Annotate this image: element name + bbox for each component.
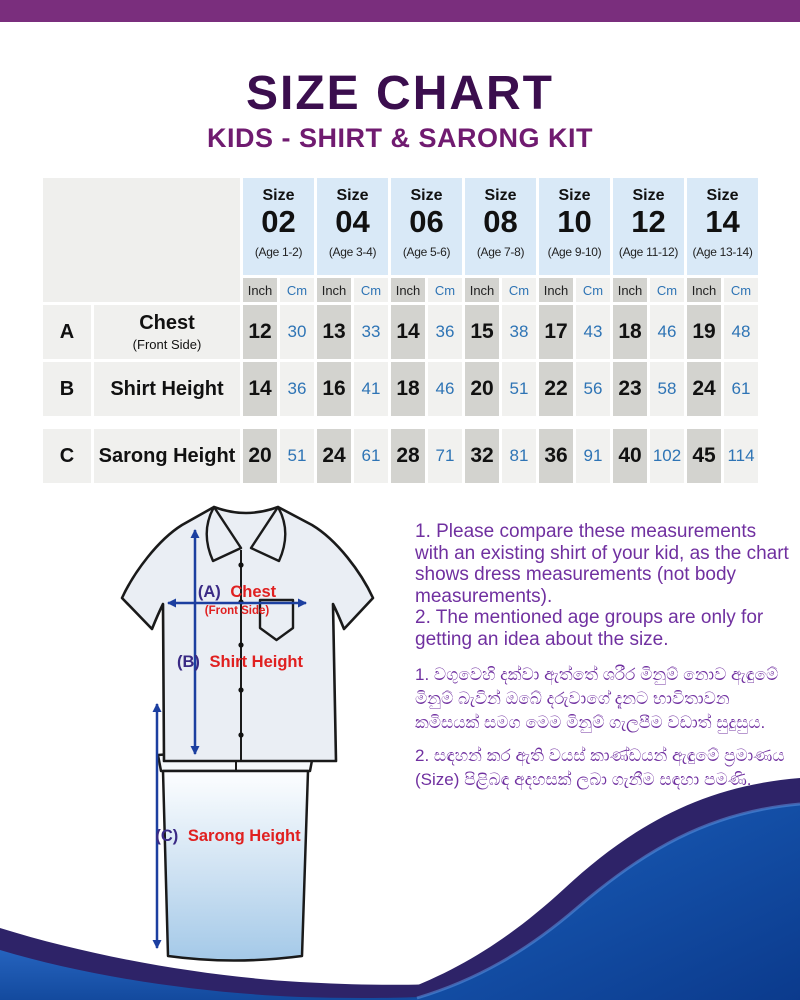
unit-label-cm: Cm [354,278,388,302]
inch-value-cell: 16 [317,362,351,416]
inch-value-cell: 20 [243,429,277,483]
inch-value-cell: 14 [391,305,425,359]
unit-label-cm: Cm [650,278,684,302]
page-header [0,67,800,154]
cm-value-cell: 71 [428,429,462,483]
row-label-B [94,362,240,416]
size-age-range: (Age 3-4) [328,245,377,260]
unit-label-inch: Inch [317,278,351,302]
size-number: 08 [483,204,518,239]
cm-value-cell: 56 [576,362,610,416]
cm-value-cell: 33 [354,305,388,359]
unit-label-cm: Cm [280,278,314,302]
inch-value-cell: 18 [613,305,647,359]
size-number: 10 [557,204,592,239]
page-title: SIZE CHART [246,67,554,120]
button-dot [238,687,243,692]
inch-value-cell: 22 [539,362,573,416]
size-number: 14 [705,204,740,239]
cm-value-cell: 38 [502,305,536,359]
cm-value-cell: 48 [724,305,758,359]
size-header-06 [391,178,462,275]
inch-value-cell: 15 [465,305,499,359]
shirt-outline [122,507,373,761]
unit-label-inch: Inch [391,278,425,302]
inch-value-cell: 13 [317,305,351,359]
note-en-2: 2. The mentioned age groups are only for getting an idea about the size. [415,607,764,650]
unit-label-cm: Cm [502,278,536,302]
inch-value-cell: 24 [317,429,351,483]
inch-value-cell: 12 [243,305,277,359]
cm-value-cell: 91 [576,429,610,483]
shirt-height-label [177,653,304,671]
cm-value-cell: 46 [428,362,462,416]
unit-label-inch: Inch [539,278,573,302]
shirt-height-label-prefix: (B) [177,653,200,671]
row-subname: (Front Side) [132,337,202,352]
sarong-body [163,771,308,961]
cm-value-cell: 43 [576,305,610,359]
row-letter-A: A [43,305,91,359]
sarong-drawing [158,750,313,961]
inch-value-cell: 36 [539,429,573,483]
button-dot [238,732,243,737]
cm-value-cell: 36 [428,305,462,359]
sarong-height-label [155,827,301,845]
row-letter-C: C [43,429,91,483]
page-subtitle: KIDS - SHIRT & SARONG KIT [206,123,593,153]
footer-wave-right-fill [378,804,800,1000]
sarong-height-label-text: Sarong Height [187,827,301,845]
row-name: Chest [139,312,195,334]
size-word: Size [558,187,591,204]
cm-value-cell: 61 [354,429,388,483]
row-label-A [94,305,240,359]
unit-label-cm: Cm [724,278,758,302]
inch-value-cell: 28 [391,429,425,483]
button-dot [238,642,243,647]
row-label-C [94,429,240,483]
inch-value-cell: 45 [687,429,721,483]
size-age-range: (Age 13-14) [692,245,753,260]
inch-value-cell: 18 [391,362,425,416]
inch-value-cell: 40 [613,429,647,483]
cm-value-cell: 114 [724,429,758,483]
inch-value-cell: 17 [539,305,573,359]
unit-label-cm: Cm [576,278,610,302]
cm-value-cell: 61 [724,362,758,416]
size-age-range: (Age 1-2) [254,245,303,260]
size-word: Size [262,187,295,204]
top-bar [0,0,800,22]
inch-value-cell: 19 [687,305,721,359]
size-header-14 [687,178,758,275]
inch-value-cell: 32 [465,429,499,483]
size-age-range: (Age 5-6) [402,245,451,260]
unit-label-inch: Inch [687,278,721,302]
inch-value-cell: 14 [243,362,277,416]
unit-label-cm: Cm [428,278,462,302]
row-letter-B: B [43,362,91,416]
size-number: 02 [261,204,296,239]
chest-label-prefix: (A) [197,583,221,601]
size-number: 12 [631,204,666,239]
cm-value-cell: 46 [650,305,684,359]
size-header-08 [465,178,536,275]
size-number: 06 [409,204,444,239]
size-header-04 [317,178,388,275]
unit-label-inch: Inch [243,278,277,302]
inch-value-cell: 24 [687,362,721,416]
button-dot [238,562,243,567]
cm-value-cell: 41 [354,362,388,416]
note-si-2: 2. සඳහන් කර ඇති වයස් කාණ්ඩයන් ඇඳුමේ ප්‍රමාණය (Size) පිළිබඳ අදහසක් ලබා ගැනීම සඳහා පමණි. [415,746,785,789]
cm-value-cell: 51 [502,362,536,416]
cm-value-cell: 30 [280,305,314,359]
size-word: Size [336,187,369,204]
unit-label-inch: Inch [613,278,647,302]
row-name: Sarong Height [98,444,236,467]
cm-value-cell: 102 [650,429,684,483]
size-word: Size [410,187,443,204]
cm-value-cell: 36 [280,362,314,416]
cm-value-cell: 58 [650,362,684,416]
cm-value-cell: 81 [502,429,536,483]
note-en-1: 1. Please compare these measurements with an existing shirt of your kid, as the chart shows dress measurements (not body measurements). [415,521,789,607]
inch-value-cell: 23 [613,362,647,416]
size-word: Size [632,187,665,204]
size-age-range: (Age 9-10) [547,245,602,260]
chest-label [198,583,277,601]
row-name: Shirt Height [110,377,224,400]
size-table [43,178,758,483]
size-header-10 [539,178,610,275]
garment-diagram [100,498,390,990]
shirt-drawing [122,507,373,761]
size-word: Size [484,187,517,204]
size-number: 04 [335,204,370,239]
cm-value-cell: 51 [280,429,314,483]
sarong-height-label-prefix: (C) [155,827,179,845]
unit-label-inch: Inch [465,278,499,302]
shirt-height-label-text: Shirt Height [209,653,303,671]
size-age-range: (Age 11-12) [618,245,679,260]
table-corner-block [43,178,240,302]
inch-value-cell: 20 [465,362,499,416]
note-si-1: 1. වගුවෙහි දක්වා ඇත්තේ ශරීර මිනුම් නොව ඇඳුමේ මිනුම් බැවින් ඔබේ දරුවාගේ දැනට භාවිතාවන කමිසයක් සමග මෙම මිනුම් ගැලපීම වඩාත් සුදුසුය. [415,665,779,732]
size-header-12 [613,178,684,275]
chest-label-text: Chest [230,583,277,601]
size-word: Size [706,187,739,204]
size-age-range: (Age 7-8) [476,245,525,260]
chest-sublabel: (Front Side) [204,605,270,617]
size-header-02 [243,178,314,275]
